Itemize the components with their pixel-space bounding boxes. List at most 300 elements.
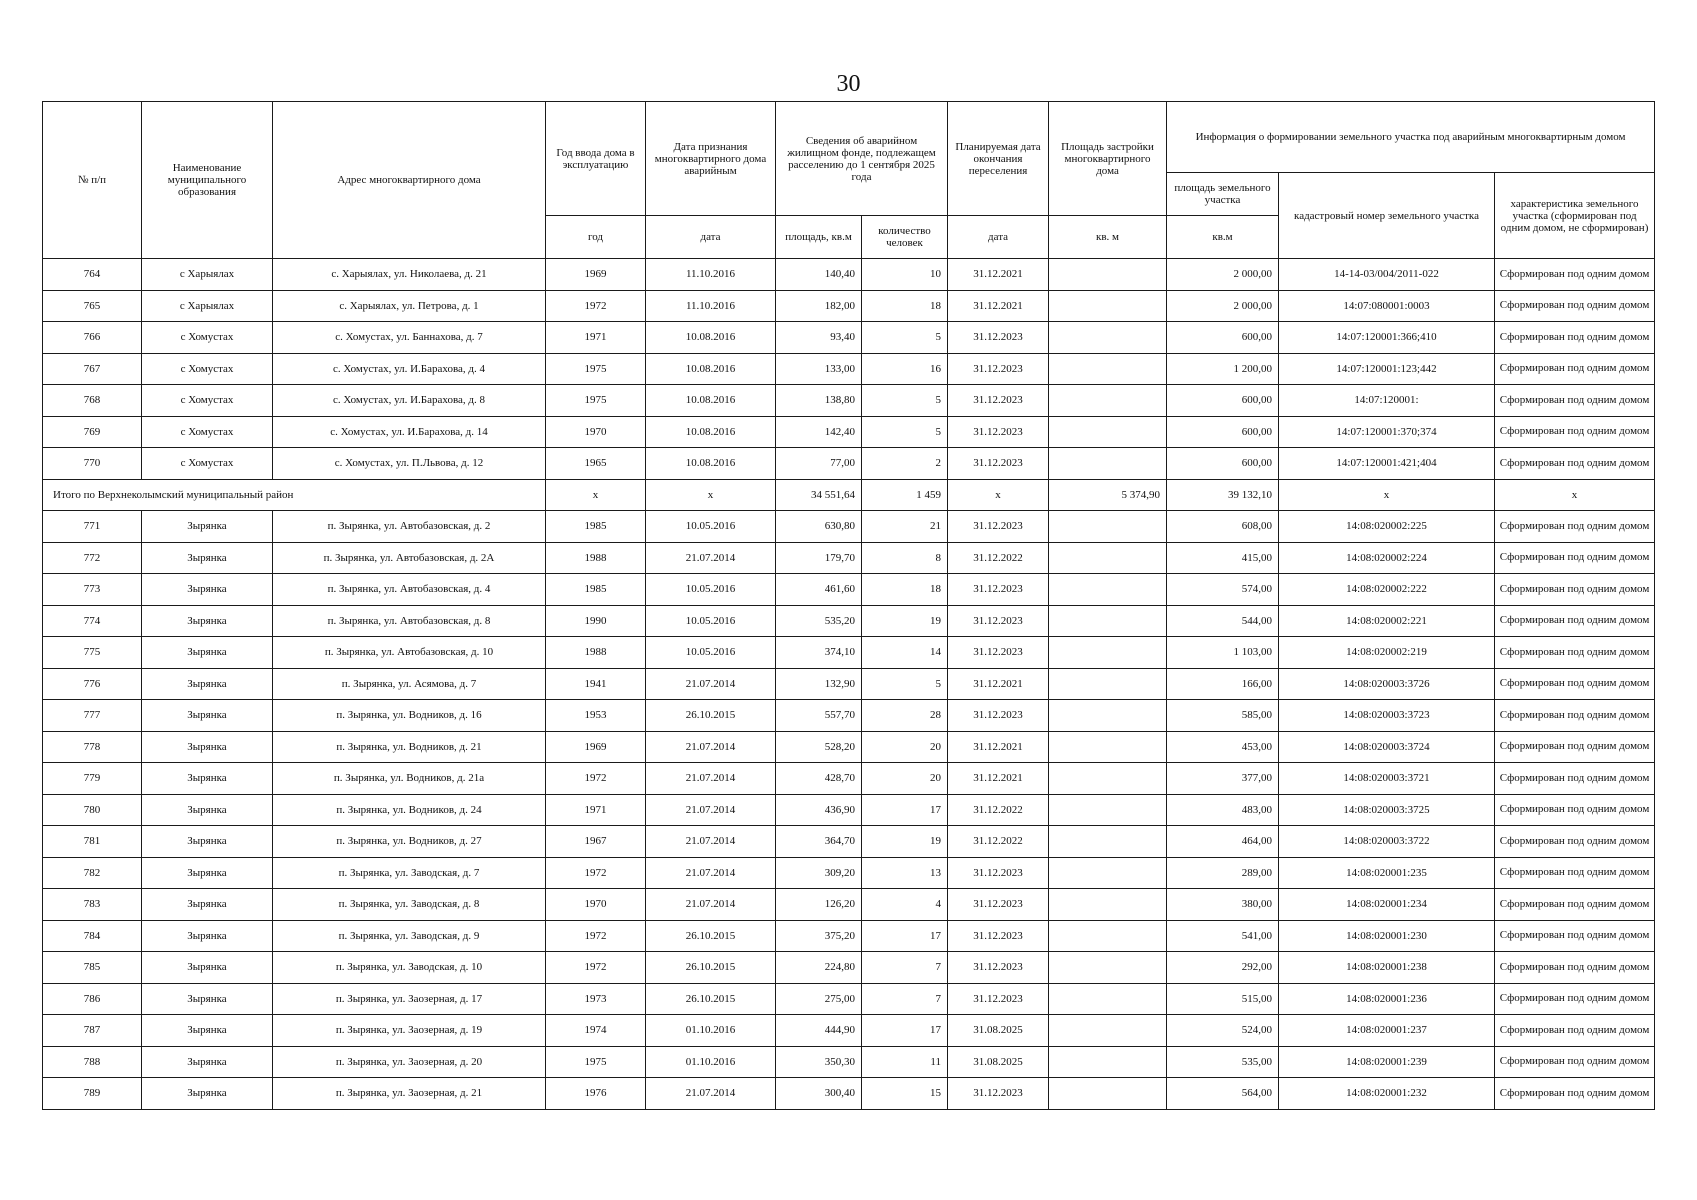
cell-year: 1970	[546, 889, 646, 921]
cell-building-area	[1049, 637, 1167, 669]
cell-area: 350,30	[776, 1046, 862, 1078]
cell-area: 364,70	[776, 826, 862, 858]
table-row	[43, 385, 1655, 417]
cell-num: 772	[43, 542, 142, 574]
cell-area: 461,60	[776, 574, 862, 606]
cell-num: 770	[43, 448, 142, 480]
cell-date: 26.10.2015	[646, 920, 776, 952]
cell-planned-end: 31.12.2021	[948, 259, 1049, 291]
cell-date: 10.05.2016	[646, 574, 776, 606]
cell-num: 765	[43, 290, 142, 322]
cell-area: 182,00	[776, 290, 862, 322]
table-row	[43, 416, 1655, 448]
cell-address: п. Зырянка, ул. Заозерная, д. 21	[273, 1078, 546, 1110]
cell-characteristic: Сформирован под одним домом	[1495, 637, 1655, 669]
subtotal-building-area: 5 374,90	[1049, 479, 1167, 511]
cell-people: 11	[862, 1046, 948, 1078]
cell-area: 375,20	[776, 920, 862, 952]
cell-people: 13	[862, 857, 948, 889]
cell-characteristic: Сформирован под одним домом	[1495, 763, 1655, 795]
cell-municipality: Зырянка	[142, 763, 273, 795]
cell-characteristic: Сформирован под одним домом	[1495, 448, 1655, 480]
cell-land-area: 2 000,00	[1167, 259, 1279, 291]
cell-characteristic: Сформирован под одним домом	[1495, 511, 1655, 543]
table-row	[43, 353, 1655, 385]
subtotal-characteristic: х	[1495, 479, 1655, 511]
cell-address: п. Зырянка, ул. Заводская, д. 8	[273, 889, 546, 921]
cell-area: 138,80	[776, 385, 862, 417]
table-header	[43, 102, 1655, 259]
subtotal-cadastral: х	[1279, 479, 1495, 511]
cell-municipality: Зырянка	[142, 794, 273, 826]
cell-land-area: 600,00	[1167, 448, 1279, 480]
cell-area: 132,90	[776, 668, 862, 700]
cell-area: 444,90	[776, 1015, 862, 1047]
cell-year: 1953	[546, 700, 646, 732]
table-row	[43, 889, 1655, 921]
cell-planned-end: 31.08.2025	[948, 1015, 1049, 1047]
cell-municipality: Зырянка	[142, 574, 273, 606]
cell-planned-end: 31.12.2023	[948, 889, 1049, 921]
unit-year: год	[546, 216, 646, 259]
cell-people: 14	[862, 637, 948, 669]
cell-people: 5	[862, 416, 948, 448]
cell-municipality: с Хомустах	[142, 353, 273, 385]
cell-address: с. Хомустах, ул. И.Барахова, д. 14	[273, 416, 546, 448]
table-row	[43, 448, 1655, 480]
table-row	[43, 826, 1655, 858]
cell-address: п. Зырянка, ул. Водников, д. 27	[273, 826, 546, 858]
cell-land-area: 415,00	[1167, 542, 1279, 574]
cell-people: 5	[862, 385, 948, 417]
cell-land-area: 600,00	[1167, 416, 1279, 448]
cell-building-area	[1049, 322, 1167, 354]
cell-area: 528,20	[776, 731, 862, 763]
cell-address: п. Зырянка, ул. Водников, д. 24	[273, 794, 546, 826]
cell-num: 777	[43, 700, 142, 732]
cell-address: п. Зырянка, ул. Заводская, д. 7	[273, 857, 546, 889]
cell-municipality: Зырянка	[142, 542, 273, 574]
cell-municipality: с Харыялах	[142, 259, 273, 291]
cell-municipality: Зырянка	[142, 605, 273, 637]
cell-num: 771	[43, 511, 142, 543]
table-row	[43, 763, 1655, 795]
cell-cadastral: 14:08:020002:224	[1279, 542, 1495, 574]
cell-date: 01.10.2016	[646, 1015, 776, 1047]
cell-people: 20	[862, 763, 948, 795]
unit-area: площадь, кв.м	[776, 216, 862, 259]
cell-people: 18	[862, 574, 948, 606]
cell-area: 428,70	[776, 763, 862, 795]
cell-characteristic: Сформирован под одним домом	[1495, 259, 1655, 291]
cell-cadastral: 14:07:120001:	[1279, 385, 1495, 417]
cell-building-area	[1049, 259, 1167, 291]
cell-municipality: Зырянка	[142, 983, 273, 1015]
cell-municipality: с Харыялах	[142, 290, 273, 322]
cell-building-area	[1049, 826, 1167, 858]
cell-cadastral: 14:08:020002:221	[1279, 605, 1495, 637]
cell-cadastral: 14:08:020003:3723	[1279, 700, 1495, 732]
cell-planned-end: 31.12.2023	[948, 416, 1049, 448]
cell-address: с. Хомустах, ул. Баннахова, д. 7	[273, 322, 546, 354]
cell-characteristic: Сформирован под одним домом	[1495, 1015, 1655, 1047]
cell-address: п. Зырянка, ул. Автобазовская, д. 2	[273, 511, 546, 543]
cell-planned-end: 31.12.2023	[948, 448, 1049, 480]
cell-address: с. Хомустах, ул. И.Барахова, д. 8	[273, 385, 546, 417]
cell-cadastral: 14:08:020003:3721	[1279, 763, 1495, 795]
cell-date: 10.08.2016	[646, 448, 776, 480]
cell-building-area	[1049, 794, 1167, 826]
table-row	[43, 700, 1655, 732]
cell-municipality: Зырянка	[142, 731, 273, 763]
cell-building-area	[1049, 983, 1167, 1015]
cell-area: 630,80	[776, 511, 862, 543]
cell-num: 764	[43, 259, 142, 291]
cell-num: 787	[43, 1015, 142, 1047]
cell-building-area	[1049, 731, 1167, 763]
unit-date: дата	[646, 216, 776, 259]
cell-people: 4	[862, 889, 948, 921]
cell-planned-end: 31.12.2023	[948, 1078, 1049, 1110]
cell-date: 21.07.2014	[646, 889, 776, 921]
cell-land-area: 464,00	[1167, 826, 1279, 858]
cell-address: с. Харыялах, ул. Петрова, д. 1	[273, 290, 546, 322]
cell-year: 1969	[546, 259, 646, 291]
cell-address: п. Зырянка, ул. Автобазовская, д. 8	[273, 605, 546, 637]
cell-year: 1972	[546, 952, 646, 984]
header-building-area: Площадь застройки многоквартирного дома	[1049, 102, 1167, 216]
cell-municipality: Зырянка	[142, 1078, 273, 1110]
cell-people: 17	[862, 920, 948, 952]
cell-num: 783	[43, 889, 142, 921]
cell-municipality: Зырянка	[142, 920, 273, 952]
table-row	[43, 983, 1655, 1015]
cell-year: 1972	[546, 857, 646, 889]
cell-date: 26.10.2015	[646, 700, 776, 732]
cell-year: 1985	[546, 511, 646, 543]
cell-land-area: 564,00	[1167, 1078, 1279, 1110]
cell-land-area: 600,00	[1167, 385, 1279, 417]
cell-date: 21.07.2014	[646, 826, 776, 858]
cell-people: 5	[862, 322, 948, 354]
cell-num: 774	[43, 605, 142, 637]
cell-cadastral: 14:08:020002:225	[1279, 511, 1495, 543]
cell-land-area: 600,00	[1167, 322, 1279, 354]
cell-date: 10.08.2016	[646, 353, 776, 385]
cell-land-area: 524,00	[1167, 1015, 1279, 1047]
cell-characteristic: Сформирован под одним домом	[1495, 605, 1655, 637]
cell-characteristic: Сформирован под одним домом	[1495, 700, 1655, 732]
cell-address: п. Зырянка, ул. Водников, д. 16	[273, 700, 546, 732]
cell-date: 26.10.2015	[646, 952, 776, 984]
header-num: № п/п	[43, 102, 142, 259]
cell-planned-end: 31.12.2022	[948, 826, 1049, 858]
cell-date: 10.08.2016	[646, 322, 776, 354]
cell-people: 10	[862, 259, 948, 291]
cell-land-area: 608,00	[1167, 511, 1279, 543]
cell-cadastral: 14:08:020001:239	[1279, 1046, 1495, 1078]
cell-building-area	[1049, 1015, 1167, 1047]
cell-characteristic: Сформирован под одним домом	[1495, 290, 1655, 322]
cell-year: 1973	[546, 983, 646, 1015]
cell-municipality: с Хомустах	[142, 385, 273, 417]
cell-year: 1965	[546, 448, 646, 480]
table-row	[43, 1015, 1655, 1047]
cell-year: 1971	[546, 794, 646, 826]
cell-building-area	[1049, 1046, 1167, 1078]
cell-cadastral: 14:08:020003:3724	[1279, 731, 1495, 763]
cell-characteristic: Сформирован под одним домом	[1495, 889, 1655, 921]
header-address: Адрес многоквартирного дома	[273, 102, 546, 259]
cell-municipality: Зырянка	[142, 826, 273, 858]
cell-year: 1985	[546, 574, 646, 606]
cell-address: п. Зырянка, ул. Автобазовская, д. 2А	[273, 542, 546, 574]
cell-characteristic: Сформирован под одним домом	[1495, 920, 1655, 952]
cell-num: 767	[43, 353, 142, 385]
header-municipality: Наименование муниципального образования	[142, 102, 273, 259]
cell-date: 21.07.2014	[646, 731, 776, 763]
cell-cadastral: 14:07:120001:123;442	[1279, 353, 1495, 385]
cell-characteristic: Сформирован под одним домом	[1495, 857, 1655, 889]
cell-date: 21.07.2014	[646, 1078, 776, 1110]
cell-people: 20	[862, 731, 948, 763]
table-row	[43, 605, 1655, 637]
cell-people: 17	[862, 794, 948, 826]
table-row	[43, 952, 1655, 984]
header-cadastral: кадастровый номер земельного участка	[1279, 173, 1495, 259]
cell-people: 19	[862, 826, 948, 858]
cell-year: 1975	[546, 1046, 646, 1078]
cell-land-area: 289,00	[1167, 857, 1279, 889]
cell-characteristic: Сформирован под одним домом	[1495, 574, 1655, 606]
cell-building-area	[1049, 763, 1167, 795]
subtotal-area: 34 551,64	[776, 479, 862, 511]
cell-people: 5	[862, 668, 948, 700]
cell-municipality: Зырянка	[142, 857, 273, 889]
cell-planned-end: 31.12.2023	[948, 983, 1049, 1015]
cell-planned-end: 31.12.2023	[948, 952, 1049, 984]
cell-planned-end: 31.12.2022	[948, 794, 1049, 826]
cell-building-area	[1049, 700, 1167, 732]
cell-year: 1974	[546, 1015, 646, 1047]
unit-land-sqm: кв.м	[1167, 216, 1279, 259]
table-row	[43, 857, 1655, 889]
subtotal-people: 1 459	[862, 479, 948, 511]
cell-area: 436,90	[776, 794, 862, 826]
table-row	[43, 511, 1655, 543]
cell-land-area: 377,00	[1167, 763, 1279, 795]
cell-characteristic: Сформирован под одним домом	[1495, 794, 1655, 826]
cell-address: с. Харыялах, ул. Николаева, д. 21	[273, 259, 546, 291]
cell-address: п. Зырянка, ул. Водников, д. 21а	[273, 763, 546, 795]
cell-characteristic: Сформирован под одним домом	[1495, 385, 1655, 417]
cell-num: 779	[43, 763, 142, 795]
cell-planned-end: 31.12.2021	[948, 731, 1049, 763]
table-row	[43, 920, 1655, 952]
cell-building-area	[1049, 290, 1167, 322]
cell-planned-end: 31.12.2023	[948, 857, 1049, 889]
cell-year: 1976	[546, 1078, 646, 1110]
cell-land-area: 574,00	[1167, 574, 1279, 606]
cell-date: 10.05.2016	[646, 511, 776, 543]
cell-municipality: Зырянка	[142, 1046, 273, 1078]
cell-land-area: 453,00	[1167, 731, 1279, 763]
cell-address: п. Зырянка, ул. Водников, д. 21	[273, 731, 546, 763]
cell-building-area	[1049, 857, 1167, 889]
cell-cadastral: 14:07:120001:370;374	[1279, 416, 1495, 448]
cell-planned-end: 31.12.2023	[948, 322, 1049, 354]
header-recognition-date: Дата признания многоквартирного дома аварийным	[646, 102, 776, 216]
cell-area: 275,00	[776, 983, 862, 1015]
cell-cadastral: 14:07:120001:421;404	[1279, 448, 1495, 480]
cell-cadastral: 14:08:020001:232	[1279, 1078, 1495, 1110]
cell-municipality: с Хомустах	[142, 416, 273, 448]
cell-characteristic: Сформирован под одним домом	[1495, 542, 1655, 574]
cell-people: 21	[862, 511, 948, 543]
cell-area: 77,00	[776, 448, 862, 480]
table-row	[43, 668, 1655, 700]
cell-characteristic: Сформирован под одним домом	[1495, 952, 1655, 984]
cell-land-area: 541,00	[1167, 920, 1279, 952]
cell-characteristic: Сформирован под одним домом	[1495, 1078, 1655, 1110]
cell-date: 21.07.2014	[646, 668, 776, 700]
cell-area: 179,70	[776, 542, 862, 574]
cell-building-area	[1049, 574, 1167, 606]
header-year-built: Год ввода дома в эксплуатацию	[546, 102, 646, 216]
cell-num: 782	[43, 857, 142, 889]
cell-land-area: 166,00	[1167, 668, 1279, 700]
cell-date: 21.07.2014	[646, 542, 776, 574]
cell-planned-end: 31.12.2023	[948, 637, 1049, 669]
subtotal-land-area: 39 132,10	[1167, 479, 1279, 511]
cell-building-area	[1049, 668, 1167, 700]
unit-sqm: кв. м	[1049, 216, 1167, 259]
cell-cadastral: 14-14-03/004/2011-022	[1279, 259, 1495, 291]
cell-year: 1941	[546, 668, 646, 700]
cell-num: 778	[43, 731, 142, 763]
cell-people: 7	[862, 983, 948, 1015]
cell-characteristic: Сформирован под одним домом	[1495, 731, 1655, 763]
cell-year: 1975	[546, 385, 646, 417]
cell-people: 8	[862, 542, 948, 574]
cell-land-area: 2 000,00	[1167, 290, 1279, 322]
cell-date: 10.08.2016	[646, 385, 776, 417]
cell-people: 16	[862, 353, 948, 385]
cell-building-area	[1049, 511, 1167, 543]
cell-num: 780	[43, 794, 142, 826]
cell-planned-end: 31.12.2023	[948, 574, 1049, 606]
cell-area: 133,00	[776, 353, 862, 385]
cell-area: 374,10	[776, 637, 862, 669]
cell-area: 93,40	[776, 322, 862, 354]
cell-building-area	[1049, 385, 1167, 417]
cell-cadastral: 14:08:020003:3725	[1279, 794, 1495, 826]
cell-address: п. Зырянка, ул. Автобазовская, д. 4	[273, 574, 546, 606]
table-row	[43, 637, 1655, 669]
cell-year: 1972	[546, 920, 646, 952]
cell-area: 309,20	[776, 857, 862, 889]
cell-building-area	[1049, 353, 1167, 385]
cell-cadastral: 14:08:020003:3726	[1279, 668, 1495, 700]
cell-people: 15	[862, 1078, 948, 1110]
cell-building-area	[1049, 448, 1167, 480]
cell-year: 1975	[546, 353, 646, 385]
cell-cadastral: 14:08:020001:237	[1279, 1015, 1495, 1047]
cell-municipality: Зырянка	[142, 511, 273, 543]
header-planned-end: Планируемая дата окончания переселения	[948, 102, 1049, 216]
cell-date: 26.10.2015	[646, 983, 776, 1015]
cell-year: 1967	[546, 826, 646, 858]
table-row	[43, 574, 1655, 606]
cell-municipality: с Хомустах	[142, 448, 273, 480]
cell-characteristic: Сформирован под одним домом	[1495, 668, 1655, 700]
cell-date: 10.08.2016	[646, 416, 776, 448]
cell-area: 224,80	[776, 952, 862, 984]
cell-num: 776	[43, 668, 142, 700]
table-row	[43, 794, 1655, 826]
header-land-info: Информация о формировании земельного участка под аварийным многоквартирным домом	[1167, 102, 1655, 173]
table-body	[43, 259, 1655, 1110]
cell-cadastral: 14:07:120001:366;410	[1279, 322, 1495, 354]
cell-land-area: 380,00	[1167, 889, 1279, 921]
cell-cadastral: 14:08:020001:230	[1279, 920, 1495, 952]
cell-land-area: 585,00	[1167, 700, 1279, 732]
cell-land-area: 1 200,00	[1167, 353, 1279, 385]
cell-building-area	[1049, 952, 1167, 984]
cell-characteristic: Сформирован под одним домом	[1495, 353, 1655, 385]
cell-num: 769	[43, 416, 142, 448]
cell-planned-end: 31.12.2023	[948, 700, 1049, 732]
cell-area: 557,70	[776, 700, 862, 732]
cell-planned-end: 31.12.2021	[948, 668, 1049, 700]
cell-date: 10.05.2016	[646, 605, 776, 637]
subtotal-end: х	[948, 479, 1049, 511]
cell-cadastral: 14:08:020002:219	[1279, 637, 1495, 669]
header-emergency-fund: Сведения об аварийном жилищном фонде, подлежащем расселению до 1 сентября 2025 года	[776, 102, 948, 216]
cell-municipality: Зырянка	[142, 637, 273, 669]
cell-num: 784	[43, 920, 142, 952]
cell-planned-end: 31.12.2021	[948, 290, 1049, 322]
cell-characteristic: Сформирован под одним домом	[1495, 983, 1655, 1015]
header-characteristic: характеристика земельного участка (сформирован под одним домом, не сформирован)	[1495, 173, 1655, 259]
cell-year: 1970	[546, 416, 646, 448]
cell-area: 535,20	[776, 605, 862, 637]
emergency-housing-table	[42, 101, 1655, 1110]
cell-address: с. Хомустах, ул. И.Барахова, д. 4	[273, 353, 546, 385]
cell-land-area: 292,00	[1167, 952, 1279, 984]
unit-people: количество человек	[862, 216, 948, 259]
cell-area: 126,20	[776, 889, 862, 921]
cell-characteristic: Сформирован под одним домом	[1495, 826, 1655, 858]
header-land-area: площадь земельного участка	[1167, 173, 1279, 216]
subtotal-label: Итого по Верхнеколымский муниципальный район	[43, 479, 546, 511]
cell-planned-end: 31.12.2022	[948, 542, 1049, 574]
cell-area: 140,40	[776, 259, 862, 291]
cell-people: 18	[862, 290, 948, 322]
cell-area: 142,40	[776, 416, 862, 448]
cell-building-area	[1049, 542, 1167, 574]
cell-num: 781	[43, 826, 142, 858]
cell-address: с. Хомустах, ул. П.Львова, д. 12	[273, 448, 546, 480]
cell-municipality: Зырянка	[142, 668, 273, 700]
cell-date: 11.10.2016	[646, 259, 776, 291]
cell-planned-end: 31.12.2023	[948, 920, 1049, 952]
table-row	[43, 290, 1655, 322]
cell-year: 1969	[546, 731, 646, 763]
cell-date: 10.05.2016	[646, 637, 776, 669]
cell-land-area: 544,00	[1167, 605, 1279, 637]
cell-building-area	[1049, 605, 1167, 637]
